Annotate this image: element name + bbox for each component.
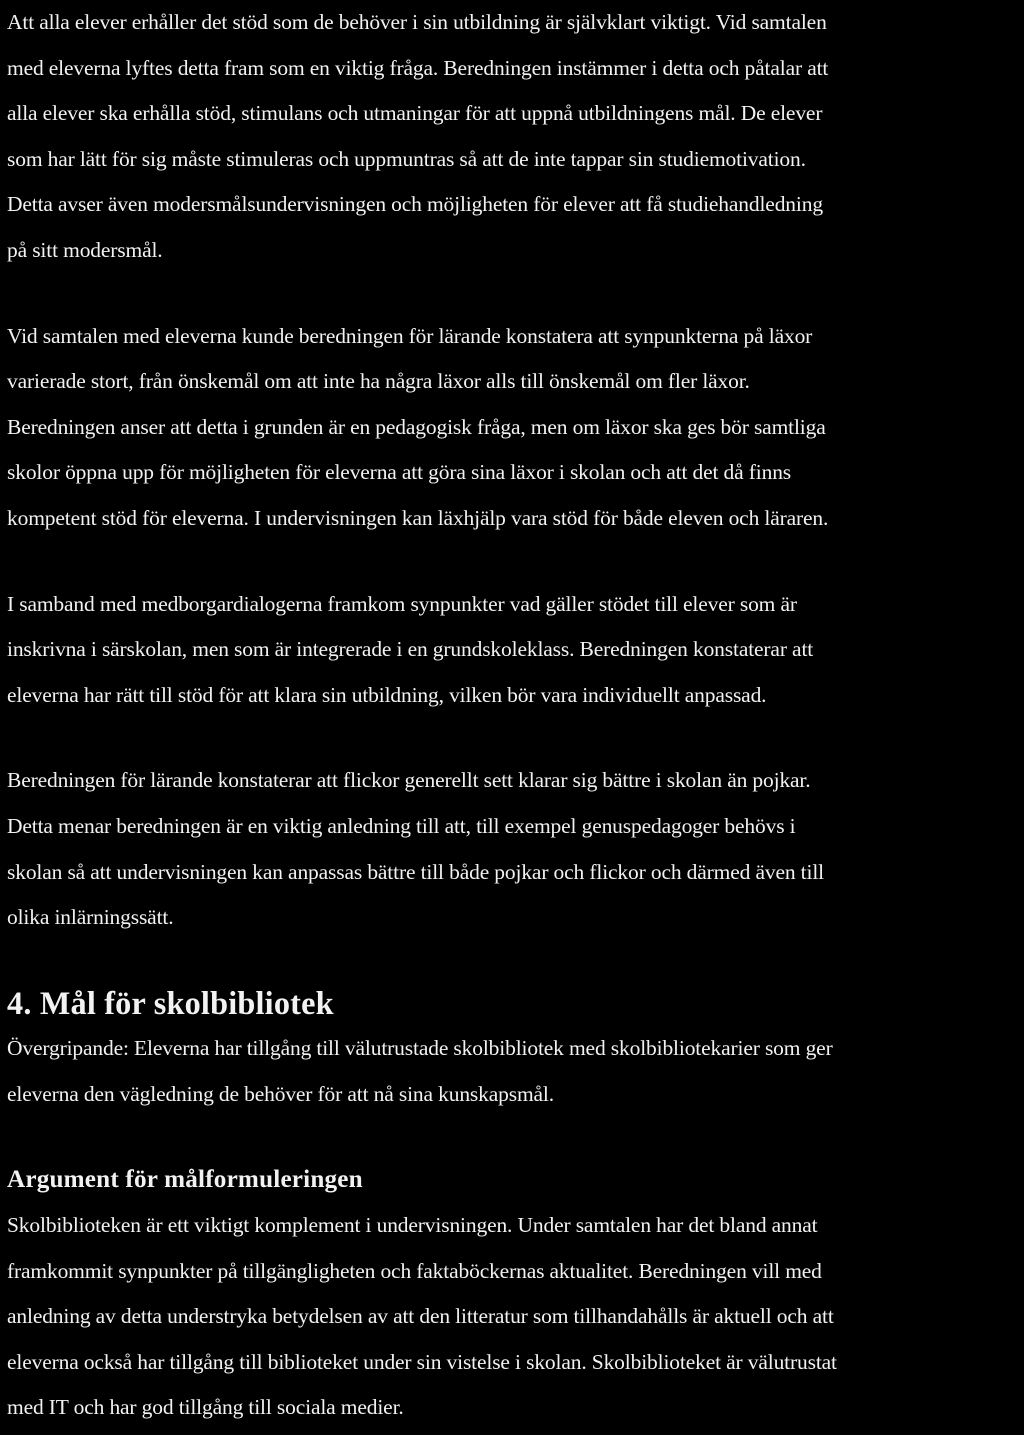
- paragraph-homework: [7, 314, 1019, 542]
- section-heading-library-goals: [7, 981, 1019, 1027]
- heading-text: 4. Mål för skolbibliotek: [7, 984, 334, 1021]
- text-line: eleverna har rätt till stöd för att klara sin utbildning, vilken bör vara individuellt anpassad.: [7, 682, 767, 707]
- section-heading-argument: [7, 1157, 1019, 1203]
- text-line: Beredningen anser att detta i grunden är en pedagogisk fråga, men om läxor ska ges bör samtliga: [7, 414, 826, 439]
- paragraph-spacer: [7, 542, 1019, 582]
- text-line: Vid samtalen med eleverna kunde beredningen för lärande konstatera att synpunkterna på läxor: [7, 323, 813, 348]
- paragraph-argument: [7, 1203, 1019, 1431]
- paragraph-spacer: [7, 941, 1019, 981]
- paragraph-spacer: [7, 274, 1019, 314]
- text-line: Att alla elever erhåller det stöd som de behöver i sin utbildning är självklart viktigt. Vid samtalen: [7, 10, 827, 34]
- text-line: eleverna den vägledning de behöver för att nå sina kunskapsmål.: [7, 1081, 554, 1106]
- text-line: Detta avser även modersmålsundervisningen och möjligheten för elever att få studiehandledning: [7, 192, 823, 217]
- paragraph-library-overall-goal: [7, 1026, 1019, 1117]
- text-line: eleverna också har tillgång till biblioteket under sin vistelse i skolan. Skolbiblioteket är välutrustat: [7, 1349, 837, 1374]
- paragraph-gender: [7, 758, 1019, 940]
- text-line: alla elever ska erhålla stöd, stimulans och utmaningar för att uppnå utbildningens mål. De elever: [7, 101, 823, 126]
- text-line: Detta menar beredningen är en viktig anledning till att, till exempel genuspedagoger behövs i: [7, 813, 796, 838]
- text-line: som har lätt för sig måste stimuleras och uppmuntras så att de inte tappar sin studiemotivation.: [7, 146, 806, 171]
- paragraph-special-school: [7, 582, 1019, 719]
- paragraph-student-support: [7, 0, 1019, 274]
- text-line: varierade stort, från önskemål om att inte ha några läxor alls till önskemål om fler läxor.: [7, 369, 750, 394]
- text-line: Övergripande: Eleverna har tillgång till välutrustade skolbibliotek med skolbibliotekarier som ger: [7, 1036, 833, 1061]
- text-line: Skolbiblioteken är ett viktigt komplement i undervisningen. Under samtalen har det bland annat: [7, 1213, 818, 1238]
- text-line: Beredningen för lärande konstaterar att flickor generellt sett klarar sig bättre i skolan än pojkar.: [7, 768, 811, 793]
- document-page: [7, 0, 1019, 1431]
- text-line: anledning av detta understryka betydelsen av att den litteratur som tillhandahålls är aktuell och att: [7, 1304, 834, 1329]
- text-line: med eleverna lyftes detta fram som en viktig fråga. Beredningen instämmer i detta och påtalar att: [7, 55, 829, 80]
- text-line: framkommit synpunkter på tillgängligheten och faktaböckernas aktualitet. Beredningen vill med: [7, 1258, 822, 1283]
- text-line: skolan så att undervisningen kan anpassas bättre till både pojkar och flickor och därmed även till: [7, 859, 824, 884]
- text-line: skolor öppna upp för möjligheten för eleverna att göra sina läxor i skolan och att det då finns: [7, 460, 792, 485]
- heading-text: Argument för målformuleringen: [7, 1166, 363, 1194]
- text-line: olika inlärningssätt.: [7, 905, 174, 930]
- text-line: kompetent stöd för eleverna. I undervisningen kan läxhjälp vara stöd för både eleven och läraren.: [7, 505, 829, 530]
- text-line: inskrivna i särskolan, men som är integrerade i en grundskoleklass. Beredningen konstaterar att: [7, 637, 814, 662]
- text-line: med IT och har god tillgång till sociala medier.: [7, 1395, 404, 1420]
- paragraph-spacer: [7, 1117, 1019, 1157]
- paragraph-spacer: [7, 718, 1019, 758]
- text-line: på sitt modersmål.: [7, 237, 163, 262]
- text-line: I samband med medborgardialogerna framkom synpunkter vad gäller stödet till elever som är: [7, 591, 797, 616]
